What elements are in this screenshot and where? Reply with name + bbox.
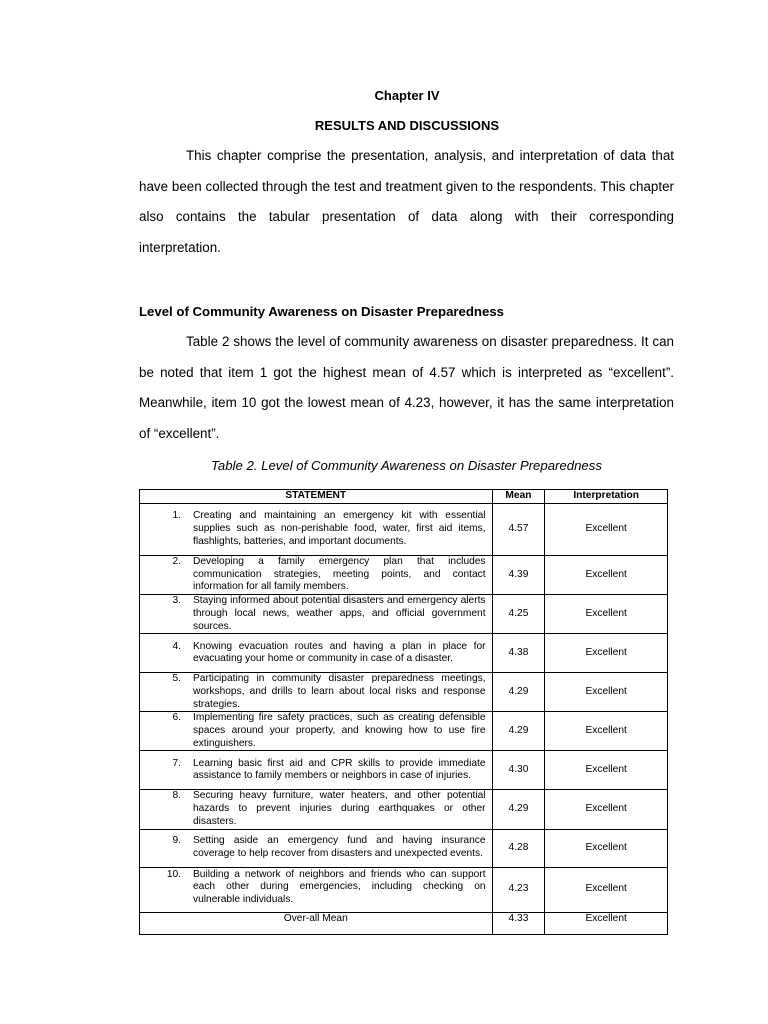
statement-text: Knowing evacuation routes and having a plan in place for evacuating your home or community in case of a disaster.: [193, 640, 486, 665]
awareness-table: [139, 489, 668, 935]
interpretation-value: Excellent: [545, 673, 668, 712]
item-number: 9.: [172, 835, 181, 847]
mean-value: 4.29: [492, 712, 545, 751]
chapter-title: RESULTS AND DISCUSSIONS: [314, 118, 500, 133]
item-number: 1.: [172, 510, 181, 522]
table-row: [140, 673, 668, 712]
table-row: [140, 829, 668, 867]
mean-value: 4.23: [492, 867, 545, 912]
mean-value: 4.30: [492, 751, 545, 790]
statement-text: Developing a family emergency plan that includes communication strategies, meeting points, and contact information for all family members.: [193, 556, 486, 593]
item-number: 6.: [172, 712, 181, 724]
interpretation-value: Excellent: [545, 790, 668, 829]
statement-cell: [140, 829, 493, 867]
table-row: [140, 712, 668, 751]
statement-text: Participating in community disaster preparedness meetings, workshops, and drills to learn about local risks and response strategies.: [193, 673, 486, 710]
interpretation-value: Excellent: [545, 634, 668, 673]
item-number: 2.: [172, 556, 181, 567]
item-number: 3.: [172, 595, 181, 607]
mean-value: 4.39: [492, 556, 545, 595]
overall-row: [140, 912, 668, 934]
interpretation-value: Excellent: [545, 712, 668, 751]
table-row: [140, 504, 668, 556]
statement-cell: [140, 867, 493, 912]
item-number: 4.: [172, 640, 181, 652]
item-number: 10.: [166, 868, 181, 880]
statement-text: Implementing fire safety practices, such as creating defensible spaces around your property, and knowing how to use fire extinguishers.: [193, 712, 486, 749]
interpretation-value: Excellent: [545, 504, 668, 556]
statement-cell: [140, 673, 493, 712]
header-statement: STATEMENT: [140, 490, 493, 504]
interpretation-value: Excellent: [545, 556, 668, 595]
mean-value: 4.29: [492, 790, 545, 829]
mean-value: 4.25: [492, 595, 545, 634]
overall-label: Over-all Mean: [140, 912, 493, 934]
mean-value: 4.38: [492, 634, 545, 673]
statement-text: Building a network of neighbors and friends who can support each other during emergencies, including checking on vulnerable individuals.: [193, 868, 486, 905]
header-interpretation: Interpretation: [545, 490, 668, 504]
table-row: [140, 751, 668, 790]
item-number: 8.: [172, 790, 181, 802]
table-row: [140, 556, 668, 595]
mean-value: 4.57: [492, 504, 545, 556]
table-caption: Table 2. Level of Community Awareness on Disaster Preparedness: [211, 458, 602, 473]
statement-cell: [140, 751, 493, 790]
interpretation-value: Excellent: [545, 595, 668, 634]
statement-text: Staying informed about potential disasters and emergency alerts through local news, weather apps, and official government sources.: [193, 595, 486, 632]
section-heading: Level of Community Awareness on Disaster Preparedness: [139, 304, 504, 319]
statement-cell: [140, 504, 493, 556]
table-row: [140, 867, 668, 912]
table-row: [140, 595, 668, 634]
statement-text: Learning basic first aid and CPR skills to provide immediate assistance to family members or neighbors in case of injuries.: [193, 757, 486, 782]
overall-mean: 4.33: [492, 912, 545, 934]
statement-text: Securing heavy furniture, water heaters, and other potential hazards to prevent injuries during earthquakes or other disasters.: [193, 790, 486, 827]
table-row: [140, 634, 668, 673]
statement-cell: [140, 595, 493, 634]
item-number: 5.: [172, 673, 181, 685]
intro-paragraph: This chapter comprise the presentation, analysis, and interpretation of data that have been collected through the test and treatment given to the respondents. This chapter also contains the tabular presentation of data along with their corresponding interpretation.: [139, 148, 674, 256]
statement-text: Creating and maintaining an emergency kit with essential supplies such as non-perishable food, water, first aid items, flashlights, batteries, and important documents.: [193, 510, 486, 547]
statement-cell: [140, 556, 493, 595]
statement-cell: [140, 790, 493, 829]
statement-text: Setting aside an emergency fund and having insurance coverage to help recover from disasters and unexpected events.: [193, 835, 486, 860]
statement-cell: [140, 634, 493, 673]
statement-cell: [140, 712, 493, 751]
table-row: [140, 790, 668, 829]
interpretation-value: Excellent: [545, 867, 668, 912]
interpretation-value: Excellent: [545, 751, 668, 790]
overall-interpretation: Excellent: [545, 912, 668, 934]
chapter-label: Chapter IV: [374, 88, 440, 103]
table-paragraph: Table 2 shows the level of community awareness on disaster preparedness. It can be noted that item 1 got the highest mean of 4.57 which is interpreted as “excellent”. Meanwhile, item 10 got the lowest mean of 4.23, however, it has the same interpretation of “excellent”.: [139, 334, 674, 442]
interpretation-value: Excellent: [545, 829, 668, 867]
mean-value: 4.28: [492, 829, 545, 867]
mean-value: 4.29: [492, 673, 545, 712]
table-header-row: [140, 490, 668, 504]
header-mean: Mean: [492, 490, 545, 504]
item-number: 7.: [172, 757, 181, 769]
